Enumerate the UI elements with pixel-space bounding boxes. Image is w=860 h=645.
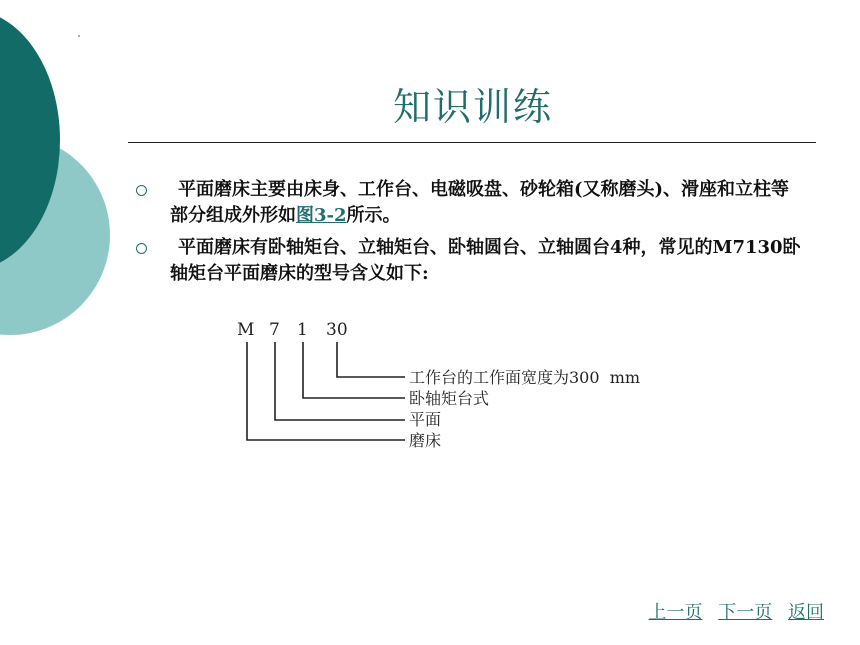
meaning-width: 工作台的工作面宽度为300 mm [409, 368, 641, 387]
bullet-text-tail: 所示。 [346, 205, 401, 226]
bullet-text-main: 平面磨床主要由床身、工作台、电磁吸盘、砂轮箱(又称磨头)、滑座和立柱等部分组成外形如 [170, 179, 790, 226]
slide-navigation [639, 598, 824, 624]
next-page-link[interactable]: 下一页 [718, 602, 773, 623]
meaning-horizontal-rectangular: 卧轴矩台式 [409, 389, 490, 408]
slide-title: 知识训练 [392, 85, 553, 129]
figure-link[interactable]: 图3-2 [296, 205, 347, 226]
bullet-circle-icon [136, 185, 147, 196]
bullet-text [170, 235, 806, 287]
leader-line-1 [303, 342, 405, 398]
back-link[interactable]: 返回 [788, 602, 824, 623]
code-m: M [237, 320, 255, 340]
prev-page-link[interactable]: 上一页 [648, 602, 703, 623]
code-7: 7 [269, 320, 280, 340]
title-divider [128, 142, 816, 143]
code-1: 1 [297, 320, 308, 340]
bullet-text [170, 177, 806, 229]
meaning-surface: 平面 [409, 410, 442, 429]
code-30: 30 [326, 320, 348, 340]
bullet-text-main: 平面磨床有卧轴矩台、立轴矩台、卧轴圆台、立轴圆台4种，常见的M7130卧轴矩台平面磨床的型号含义如下: [170, 237, 801, 284]
leader-line-7 [275, 342, 405, 420]
leader-line-m [247, 342, 405, 440]
model-number-diagram [225, 310, 705, 460]
bullet-circle-icon [136, 243, 147, 254]
meaning-grinder: 磨床 [409, 431, 442, 450]
decorative-dot [78, 35, 80, 37]
leader-line-30 [337, 342, 405, 377]
